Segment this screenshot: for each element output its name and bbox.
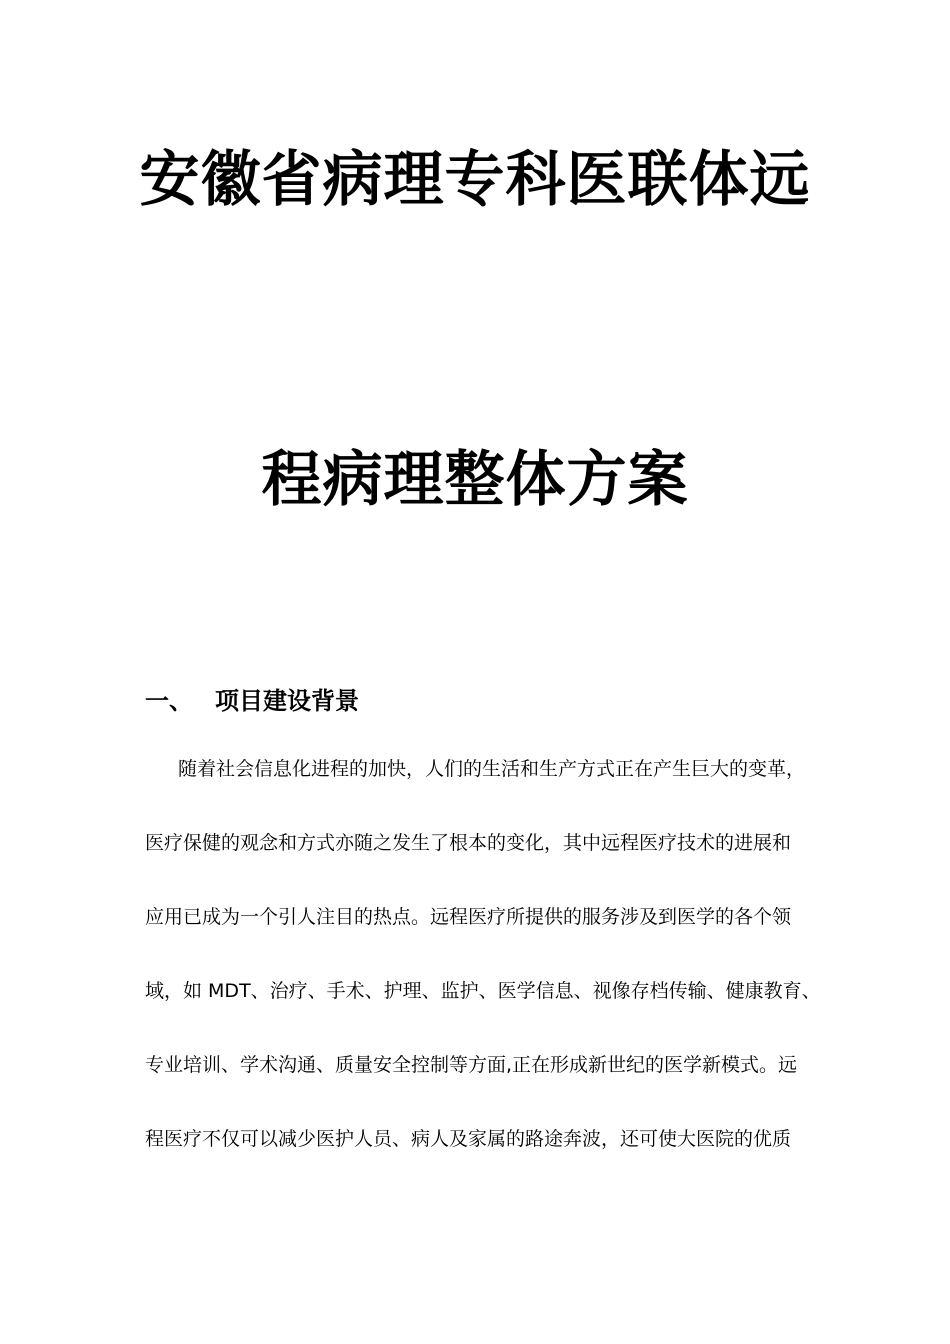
paragraph-line: 程医疗不仅可以减少医护人员、病人及家属的路途奔波，还可使大医院的优质: [145, 1128, 792, 1150]
paragraph-line: 专业培训、学术沟通、质量安全控制等方面,正在形成新世纪的医学新模式。远: [145, 1054, 798, 1076]
section-heading: [145, 683, 359, 719]
paragraph-line: 随着社会信息化进程的加快，人们的生活和生产方式正在产生巨大的变革，: [178, 758, 806, 780]
paragraph-line: 域，如 MDT、治疗、手术、护理、监护、医学信息、视像存档传输、健康教育、: [145, 980, 821, 1002]
document-title-line-1: 安徽省病理专科医联体远: [139, 145, 811, 215]
document-title-line-2: 程病理整体方案: [261, 445, 689, 515]
section-number: 一、: [145, 687, 193, 715]
paragraph-line: 医疗保健的观念和方式亦随之发生了根本的变化，其中远程医疗技术的进展和: [145, 832, 792, 854]
section-title: 项目建设背景: [215, 687, 359, 715]
paragraph-line: 应用已成为一个引人注目的热点。远程医疗所提供的服务涉及到医学的各个领: [145, 906, 792, 928]
